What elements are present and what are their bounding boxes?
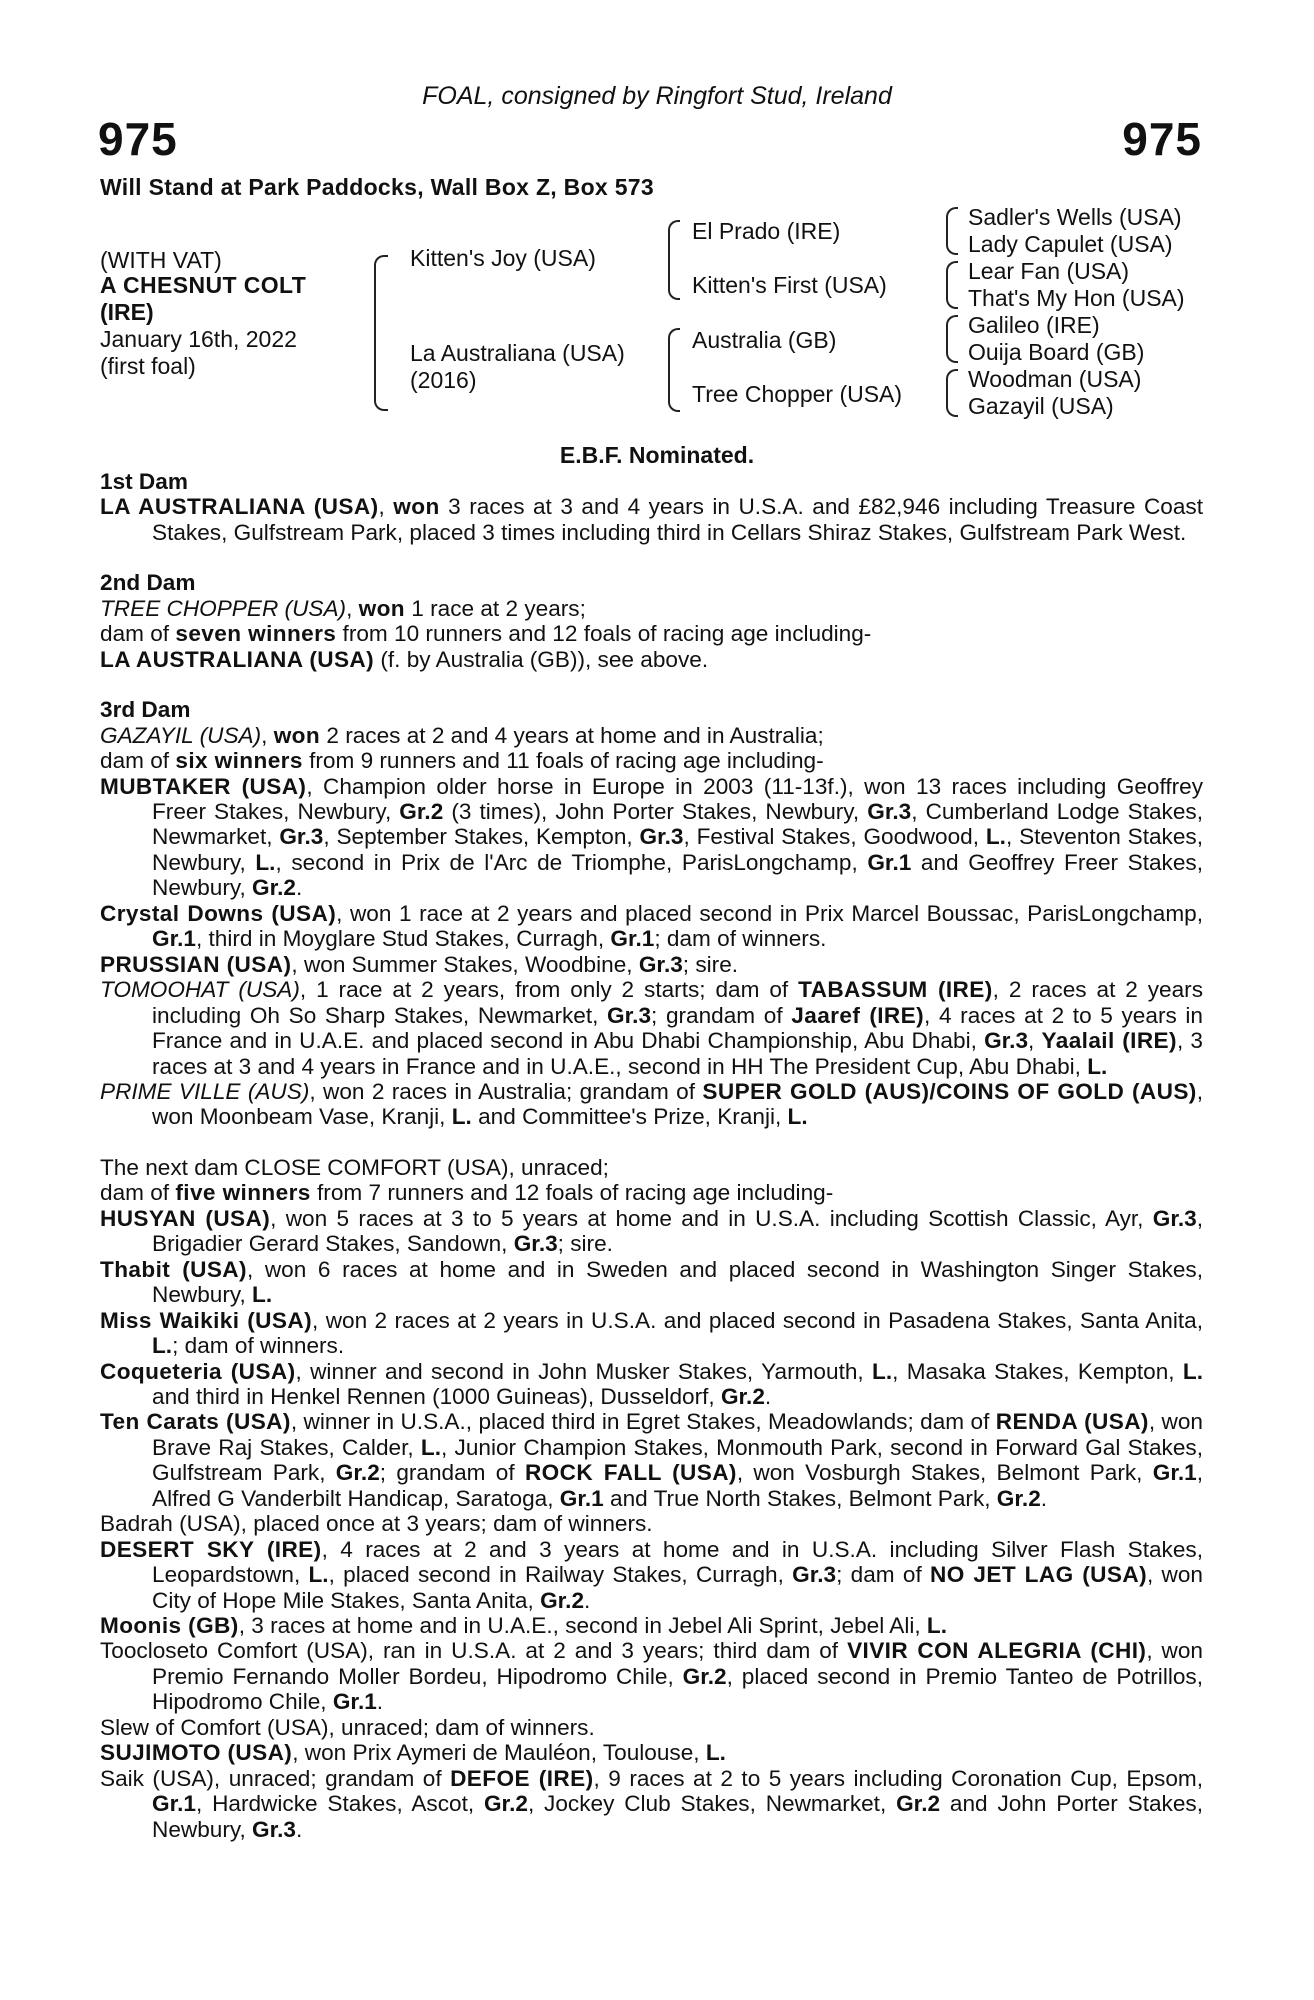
second-dam-entry: TREE CHOPPER (USA), won 1 race at 2 years; xyxy=(100,595,586,621)
offspring-tomoohat: TOMOOHAT (USA), 1 race at 2 years, from only 2 starts; dam of TABASSUM (IRE), 2 races at 2 years including Oh So Sharp Stakes, Newmarket, Gr.3; grandam of Jaaref (IRE), 4 races at 2 to 5 years in France and in U.A.E. and placed second in Abu Dhabi Championship, Abu Dhabi, Gr.3, Yaalail (IRE), 3 races at 3 and 4 years in France and in U.A.E., second in HH The President Cup, Abu Dhabi, L. xyxy=(100,977,1204,1079)
pedigree-dam-sire: Australia (GB) xyxy=(692,327,837,353)
offspring-husyan: HUSYAN (USA), won 5 races at 3 to 5 years at home and in U.S.A. including Scottish Classic, Ayr, Gr.3, Brigadier Gerard Stakes, Sandown, Gr.3; sire. xyxy=(100,1205,1203,1257)
lot-number-left: 975 xyxy=(98,113,178,165)
pedigree-sds: Lear Fan (USA) xyxy=(968,258,1130,284)
second-dam-heading: 2nd Dam xyxy=(100,570,196,596)
offspring-desert-sky: DESERT SKY (IRE), 4 races at 2 and 3 years at home and in U.S.A. including Silver Flash Stakes, Leopardstown, L., placed second in Railway Stakes, Curragh, Gr.3; dam of NO JET LAG (USA), won City of Hope Mile Stakes, Santa Anita, Gr.2. xyxy=(100,1536,1203,1613)
offspring-mubtaker: MUBTAKER (USA), Champion older horse in Europe in 2003 (11-13f.), won 13 races including Geoffrey Freer Stakes, Newbury, Gr.2 (3 times), John Porter Stakes, Newbury, Gr.3, Cumberland Lodge Stakes, Newmarket, Gr.3, September Stakes, Kempton, Gr.3, Festival Stakes, Goodwood, L., Steventon Stakes, Newbury, L., second in Prix de l'Arc de Triomphe, ParisLongchamp, Gr.1 and Geoffrey Freer Stakes, Newbury, Gr.2. xyxy=(100,773,1203,901)
offspring-sujimoto: SUJIMOTO (USA), won Prix Aymeri de Mauléon, Toulouse, L. xyxy=(100,1740,726,1766)
pedigree-brace-sd xyxy=(946,261,958,309)
first-dam-entry: LA AUSTRALIANA (USA), won 3 races at 3 and 4 years in U.S.A. and £82,946 including Treasure Coast Stakes, Gulfstream Park, placed 3 times including third in Cellars Shiraz Stakes, Gulfstream Park West. xyxy=(100,494,1203,545)
offspring-slew-of-comfort: Slew of Comfort (USA), unraced; dam of winners. xyxy=(100,1714,595,1740)
pedigree-dds: Woodman (USA) xyxy=(968,366,1142,392)
next-dam-produce: dam of five winners from 7 runners and 12 foals of racing age including- xyxy=(100,1180,834,1206)
pedigree-brace-ss xyxy=(946,207,958,255)
pedigree-dsd: Ouija Board (GB) xyxy=(968,339,1145,365)
pedigree-sire-dam: Kitten's First (USA) xyxy=(692,272,887,298)
pedigree-ddd: Gazayil (USA) xyxy=(968,393,1114,419)
pedigree-dam: La Australiana (USA) xyxy=(410,340,625,366)
second-dam-produce: dam of seven winners from 10 runners and 12 foals of racing age including- xyxy=(100,621,872,647)
offspring-saik: Saik (USA), unraced; grandam of DEFOE (IRE), 9 races at 2 to 5 years including Coronation Cup, Epsom, Gr.1, Hardwicke Stakes, Ascot, Gr.2, Jockey Club Stakes, Newmarket, Gr.2 and John Porter Stakes, Newbury, Gr.3. xyxy=(100,1765,1203,1842)
first-dam-heading: 1st Dam xyxy=(100,469,188,494)
pedigree-sire-sire: El Prado (IRE) xyxy=(692,218,841,244)
pedigree-brace-dam xyxy=(668,328,680,412)
second-dam-offspring: LA AUSTRALIANA (USA) (f. by Australia (GB)), see above. xyxy=(100,646,709,672)
lot-number-right: 975 xyxy=(1122,113,1202,165)
foal-dob: January 16th, 2022 xyxy=(100,326,297,352)
pedigree-brace-main xyxy=(374,255,388,411)
pedigree-brace-ds xyxy=(946,315,958,363)
offspring-prussian: PRUSSIAN (USA), won Summer Stakes, Woodbine, Gr.3; sire. xyxy=(100,951,739,977)
offspring-toocloseto-comfort: Toocloseto Comfort (USA), ran in U.S.A. at 2 and 3 years; third dam of VIVIR CON ALEGRIA (CHI), won Premio Fernando Moller Bordeu, Hipodromo Chile, Gr.2, placed second in Premio Tanteo de Potrillos, Hipodromo Chile, Gr.1. xyxy=(100,1638,1203,1715)
pedigree-brace-dd xyxy=(946,369,958,417)
pedigree-dam-dam: Tree Chopper (USA) xyxy=(692,381,903,407)
offspring-badrah: Badrah (USA), placed once at 3 years; dam of winners. xyxy=(100,1511,653,1537)
pedigree-notes xyxy=(100,469,1203,1842)
foal-description: A CHESNUT COLT xyxy=(100,272,307,298)
pedigree-sss: Sadler's Wells (USA) xyxy=(968,204,1182,230)
pedigree-dam-year: (2016) xyxy=(410,367,477,393)
offspring-ten-carats: Ten Carats (USA), winner in U.S.A., placed third in Egret Stakes, Meadowlands; dam of RENDA (USA), won Brave Raj Stakes, Calder, L., Junior Champion Stakes, Monmouth Park, second in Forward Gal Stakes, Gulfstream Park, Gr.2; grandam of ROCK FALL (USA), won Vosburgh Stakes, Belmont Park, Gr.1, Alfred G Vanderbilt Handicap, Saratoga, Gr.1 and True North Stakes, Belmont Park, Gr.2. xyxy=(100,1409,1204,1511)
offspring-crystal-downs: Crystal Downs (USA), won 1 race at 2 years and placed second in Prix Marcel Boussac, ParisLongchamp, Gr.1, third in Moyglare Stud Stakes, Curragh, Gr.1; dam of winners. xyxy=(100,900,1204,952)
next-dam-entry: The next dam CLOSE COMFORT (USA), unraced; xyxy=(100,1154,609,1180)
third-dam-heading: 3rd Dam xyxy=(100,697,191,723)
foal-note: (first foal) xyxy=(100,353,196,379)
consignment-line: FOAL, consigned by Ringfort Stud, Ireland xyxy=(422,82,892,110)
stand-location: Will Stand at Park Paddocks, Wall Box Z, Box 573 xyxy=(100,174,654,200)
pedigree-dss: Galileo (IRE) xyxy=(968,312,1100,338)
offspring-coqueteria: Coqueteria (USA), winner and second in John Musker Stakes, Yarmouth, L., Masaka Stakes, Kempton, L. and third in Henkel Rennen (1000 Guineas), Dusseldorf, Gr.2. xyxy=(100,1358,1203,1409)
pedigree-sdd: That's My Hon (USA) xyxy=(968,285,1185,311)
offspring-moonis: Moonis (GB), 3 races at home and in U.A.E., second in Jebel Ali Sprint, Jebel Ali, L. xyxy=(100,1613,948,1639)
foal-country: (IRE) xyxy=(100,299,154,325)
pedigree-ssd: Lady Capulet (USA) xyxy=(968,231,1173,257)
ebf-nominated: E.B.F. Nominated. xyxy=(559,442,755,468)
pedigree-brace-sire xyxy=(668,220,680,300)
third-dam-entry: GAZAYIL (USA), won 2 races at 2 and 4 years at home and in Australia; xyxy=(100,722,824,748)
offspring-miss-waikiki: Miss Waikiki (USA), won 2 races at 2 years in U.S.A. and placed second in Pasadena Stakes, Santa Anita, L.; dam of winners. xyxy=(100,1307,1204,1359)
third-dam-produce: dam of six winners from 9 runners and 11 foals of racing age including- xyxy=(100,748,824,774)
vat-note: (WITH VAT) xyxy=(100,247,222,273)
offspring-prime-ville: PRIME VILLE (AUS), won 2 races in Australia; grandam of SUPER GOLD (AUS)/COINS OF GOLD (AUS), won Moonbeam Vase, Kranji, L. and Committee's Prize, Kranji, L. xyxy=(100,1078,1203,1130)
pedigree-sire: Kitten's Joy (USA) xyxy=(410,245,596,271)
offspring-thabit: Thabit (USA), won 6 races at home and in Sweden and placed second in Washington Singer Stakes, Newbury, L. xyxy=(100,1256,1203,1308)
